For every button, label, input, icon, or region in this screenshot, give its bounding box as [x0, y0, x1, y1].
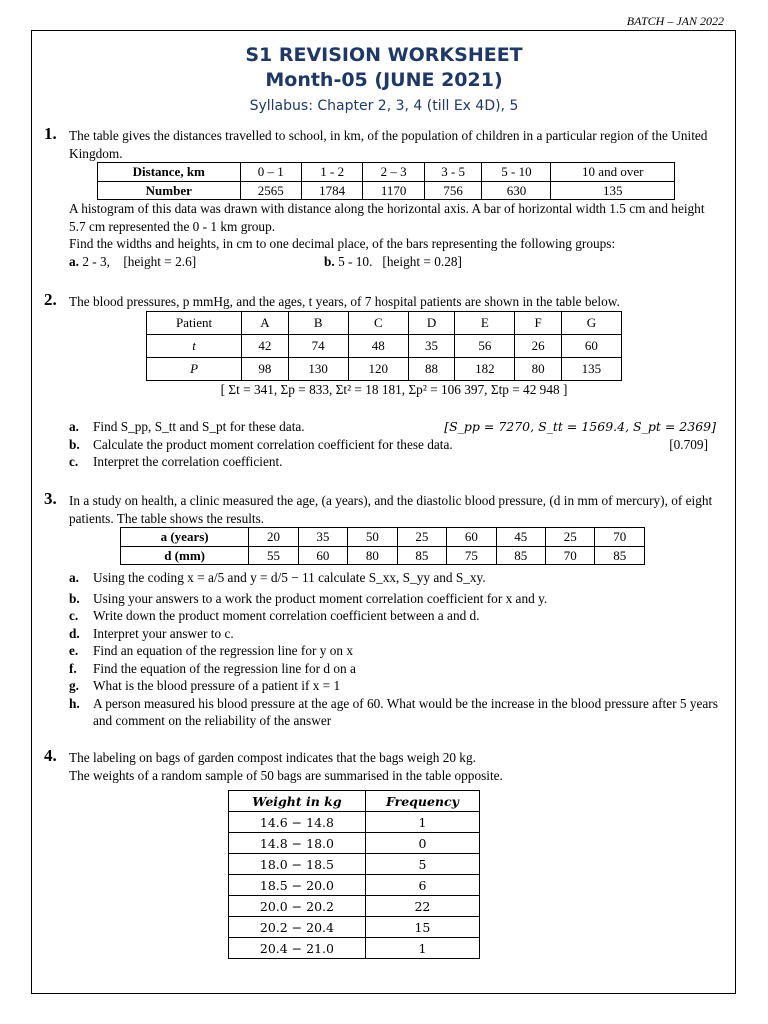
subquestion-text: Write down the product moment correlation coefficient between a and d.	[93, 608, 480, 623]
table-row	[229, 833, 480, 854]
list-item	[69, 436, 724, 454]
table-cell: 0	[365, 833, 479, 854]
syllabus-line: Syllabus: Chapter 2, 3, 4 (till Ex 4D), 5	[249, 98, 519, 114]
list-item	[69, 677, 724, 695]
table-header-cell: 5 - 10	[482, 163, 551, 182]
table-cell: 70	[595, 528, 645, 547]
table-cell: 15	[365, 917, 479, 938]
distance-table	[97, 162, 675, 200]
table-header-cell: F	[515, 311, 561, 334]
question-2	[44, 290, 724, 471]
table-header-cell: 0 – 1	[240, 163, 301, 182]
subquestion-label: b.	[69, 436, 80, 452]
table-header-cell: 1 - 2	[301, 163, 362, 182]
subquestion-label: c.	[69, 454, 79, 469]
table-cell: 80	[515, 357, 561, 380]
table-row	[121, 546, 645, 565]
summary-statistics: [ Σt = 341, Σp = 833, Σt² = 18 181, Σp² = 106 397, Σtp = 42 948 ]	[220, 381, 568, 397]
table-row	[147, 311, 622, 334]
subquestion-label: c.	[69, 608, 79, 623]
list-item	[69, 625, 724, 643]
table-cell: 135	[561, 357, 621, 380]
table-cell: 18.5 − 20.0	[229, 875, 366, 896]
subquestion-text: Interpret the correlation coefficient.	[93, 454, 283, 469]
table-header-cell: C	[348, 311, 408, 334]
table-header-cell: 10 and over	[551, 163, 675, 182]
table-header-cell: G	[561, 311, 621, 334]
subquestion-label: b.	[324, 253, 335, 269]
subquestion-label: a.	[69, 570, 79, 585]
subquestion-text: Using your answers to a work the product moment correlation coefficient for x and y.	[93, 590, 548, 606]
weights-table	[228, 790, 480, 959]
answer-hint: [0.709]	[669, 436, 708, 452]
table-cell: 70	[546, 546, 595, 565]
subquestion-label: g.	[69, 678, 79, 693]
table-cell: 20.0 − 20.2	[229, 896, 366, 917]
list-item	[69, 590, 724, 608]
question-text: The blood pressures, p mmHg, and the ages, t years, of 7 hospital patients are shown in the table below.	[69, 294, 620, 309]
table-row	[229, 812, 480, 833]
subquestion-text: 2 - 3,	[82, 253, 111, 269]
answer-hint: [height = 0.28]	[382, 253, 462, 269]
subquestion-label: d.	[69, 625, 80, 641]
table-cell: 74	[288, 334, 348, 357]
table-row	[229, 896, 480, 917]
list-item	[69, 453, 724, 471]
subquestion-text: Interpret your answer to c.	[93, 625, 234, 641]
table-header-cell: Patient	[147, 311, 242, 334]
worksheet-subtitle: Month-05 (JUNE 2021)	[265, 69, 503, 91]
subquestion-label: f.	[69, 660, 77, 676]
table-cell: 120	[348, 357, 408, 380]
list-item	[69, 660, 724, 678]
table-cell: 45	[496, 528, 545, 547]
table-header-cell: 3 - 5	[424, 163, 482, 182]
table-cell: 1	[365, 938, 479, 959]
table-cell: 48	[348, 334, 408, 357]
question-text: The weights of a random sample of 50 bags are summarised in the table opposite.	[69, 767, 503, 783]
question-3	[44, 489, 724, 730]
table-cell: 25	[397, 528, 446, 547]
subquestion-label: a.	[69, 419, 79, 434]
list-item	[69, 607, 724, 625]
table-cell: 85	[496, 546, 545, 565]
table-row	[98, 181, 675, 200]
age-pressure-table	[120, 527, 645, 565]
table-cell: 60	[298, 546, 347, 565]
subquestion-row	[69, 253, 724, 271]
subquestion-text: Calculate the product moment correlation coefficient for these data.	[93, 436, 453, 452]
table-cell: 20.2 − 20.4	[229, 917, 366, 938]
table-header-cell: B	[288, 311, 348, 334]
table-cell: 182	[455, 357, 515, 380]
table-cell: 1170	[363, 181, 424, 200]
table-cell: 14.8 − 18.0	[229, 833, 366, 854]
table-cell: 1	[365, 812, 479, 833]
batch-label: BATCH – JAN 2022	[626, 14, 724, 28]
table-cell: 98	[242, 357, 288, 380]
subquestion-list	[69, 418, 724, 471]
table-cell: 35	[408, 334, 454, 357]
subquestion-text: Find S_pp, S_tt and S_pt for these data.	[93, 419, 305, 434]
table-header-cell: A	[242, 311, 288, 334]
answer-hint: [height = 2.6]	[123, 253, 197, 269]
table-header-cell: Distance, km	[98, 163, 241, 182]
subquestion-text: What is the blood pressure of a patient if x = 1	[93, 678, 341, 693]
subquestion-label: a.	[69, 253, 79, 269]
subquestion-label: b.	[69, 590, 80, 606]
table-cell: 1784	[301, 181, 362, 200]
patients-table	[146, 311, 622, 381]
table-cell: 20	[249, 528, 298, 547]
answer-hint: [S_pp = 7270, S_tt = 1569.4, S_pt = 2369]	[444, 419, 716, 434]
table-cell: 130	[288, 357, 348, 380]
question-text: Find the widths and heights, in cm to one decimal place, of the bars representing the following groups:	[69, 236, 616, 251]
table-cell: 60	[447, 528, 496, 547]
table-header-cell: a (years)	[121, 528, 249, 547]
table-cell: 55	[249, 546, 298, 565]
table-header-cell: Frequency	[365, 791, 479, 812]
subquestion-text: Using the coding x = a/5 and y = d/5 − 11 calculate S_xx, S_yy and S_xy.	[93, 570, 486, 585]
subquestion-text: Find the equation of the regression line for d on a	[93, 660, 356, 676]
table-cell: Number	[98, 181, 241, 200]
table-cell: 22	[365, 896, 479, 917]
table-cell: 56	[455, 334, 515, 357]
table-cell: 20.4 − 21.0	[229, 938, 366, 959]
table-row	[229, 791, 480, 812]
subquestion-label: h.	[69, 695, 80, 711]
table-cell: 85	[397, 546, 446, 565]
table-cell: 42	[242, 334, 288, 357]
table-cell: 85	[595, 546, 645, 565]
list-item	[69, 418, 724, 436]
list-item	[69, 642, 724, 660]
question-text: In a study on health, a clinic measured the age, (a years), and the diastolic blood pressure, (d in mm of mercury), of eight patients. The table shows the results.	[69, 493, 713, 526]
table-cell: 6	[365, 875, 479, 896]
table-row	[229, 917, 480, 938]
list-item	[69, 695, 724, 730]
question-number: 3.	[44, 489, 57, 508]
table-row	[229, 875, 480, 896]
question-number: 2.	[44, 290, 57, 309]
worksheet-title: S1 REVISION WORKSHEET	[245, 44, 523, 66]
table-cell: 5	[365, 854, 479, 875]
table-cell: 50	[348, 528, 397, 547]
table-header-cell: 2 – 3	[363, 163, 424, 182]
question-text: A histogram of this data was drawn with distance along the horizontal axis. A bar of horizontal width 1.5 cm and height 5.7 cm represented the 0 - 1 km group.	[69, 201, 705, 234]
table-row	[121, 528, 645, 547]
list-item	[69, 569, 724, 587]
table-cell: 60	[561, 334, 621, 357]
table-cell: P	[147, 357, 242, 380]
table-cell: t	[147, 334, 242, 357]
question-4	[44, 746, 724, 784]
table-cell: 35	[298, 528, 347, 547]
subquestion-list	[69, 569, 724, 730]
table-header-cell: D	[408, 311, 454, 334]
table-cell: 756	[424, 181, 482, 200]
table-cell: 26	[515, 334, 561, 357]
subquestion-label: e.	[69, 643, 79, 658]
table-cell: 135	[551, 181, 675, 200]
table-header-cell: Weight in kg	[229, 791, 366, 812]
table-row	[229, 938, 480, 959]
table-header-cell: d (mm)	[121, 546, 249, 565]
table-cell: 630	[482, 181, 551, 200]
table-header-cell: E	[455, 311, 515, 334]
question-number: 1.	[44, 124, 57, 143]
table-cell: 88	[408, 357, 454, 380]
table-cell: 75	[447, 546, 496, 565]
question-text: The labeling on bags of garden compost indicates that the bags weigh 20 kg.	[69, 750, 476, 765]
table-cell: 18.0 − 18.5	[229, 854, 366, 875]
table-row	[98, 163, 675, 182]
subquestion-text: A person measured his blood pressure at the age of 60. What would be the increase in the blood pressure after 5 years and comment on the reliability of the answer	[93, 695, 718, 728]
table-cell: 14.6 − 14.8	[229, 812, 366, 833]
subquestion-text: Find an equation of the regression line for y on x	[93, 643, 353, 658]
table-row	[147, 334, 622, 357]
question-1	[44, 124, 724, 270]
subquestion-text: 5 - 10.	[338, 253, 373, 269]
question-text: The table gives the distances travelled to school, in km, of the population of children in a particular region of the United Kingdom.	[69, 128, 708, 161]
table-row	[229, 854, 480, 875]
table-cell: 80	[348, 546, 397, 565]
question-number: 4.	[44, 746, 57, 765]
table-cell: 25	[546, 528, 595, 547]
table-cell: 2565	[240, 181, 301, 200]
table-row	[147, 357, 622, 380]
